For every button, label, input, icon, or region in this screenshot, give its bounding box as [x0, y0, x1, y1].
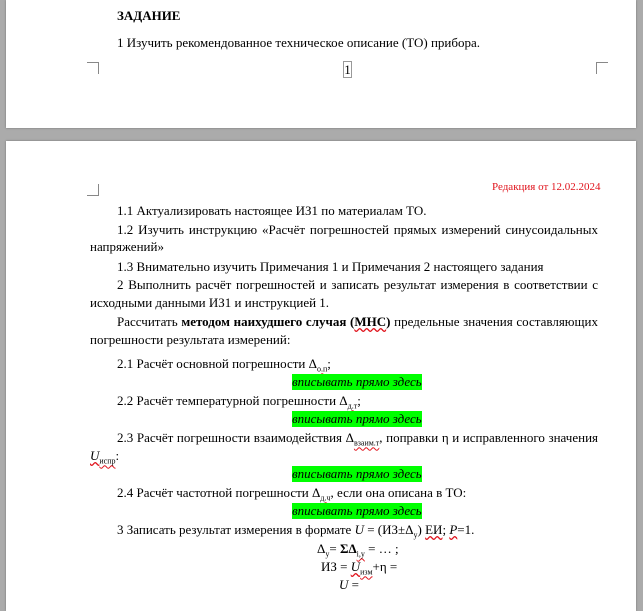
paragraph-1-2-line-1: 1.2 Изучить инструкцию «Расчёт погрешностей прямых измерений синусоидальных [117, 222, 598, 237]
formula-iz: ИЗ = $U_{изм}+\eta$ = [321, 559, 398, 577]
item-2-4: 2.4 Расчёт частотной погрешности $\Delta_{д.ч}$, если она описана в ТО: [117, 485, 467, 503]
paragraph-1: 1 Изучить рекомендованное техническое описание (ТО) прибора. [117, 35, 481, 50]
formula-delta-y: $\Delta_у= \Sigma\Delta_{і,у}$ = … ; [317, 541, 399, 559]
paragraph-2-line-1: 2 Выполнить расчёт погрешностей и записать результат измерения в соответствии с [117, 277, 598, 292]
method-paragraph-line-1: Рассчитать методом наихудшего случая (МНС) предельные значения составляющих [117, 314, 598, 329]
margin-corner-mark [596, 62, 608, 74]
spell-error-mns: МНС [354, 314, 387, 329]
task-heading: ЗАДАНИЕ [117, 8, 181, 23]
paragraph-1-3: 1.3 Внимательно изучить Примечания 1 и Примечания 2 настоящего задания [117, 259, 544, 274]
fill-in-field-2-2[interactable]: вписывать прямо здесь [292, 411, 422, 426]
fill-in-field-2-1[interactable]: вписывать прямо здесь [292, 374, 422, 389]
paragraph-2-line-2: исходными данными ИЗ1 и инструкцией 1. [90, 295, 330, 310]
item-2-3-line-2: $U_{испр}$: [90, 448, 120, 466]
document-page-2 [6, 141, 636, 611]
item-3: 3 Записать результат измерения в формате $U = (ИЗ\pm\Delta_у)$ ЕИ; P=1. [117, 522, 475, 540]
paragraph-1-2-line-2: напряжений» [90, 239, 164, 254]
paragraph-1-1: 1.1 Актуализировать настоящее ИЗ1 по материалам ТО. [117, 203, 427, 218]
margin-corner-mark [87, 184, 99, 196]
document-page-1 [6, 0, 636, 128]
fill-in-field-2-4[interactable]: вписывать прямо здесь [292, 503, 422, 518]
method-paragraph-line-2: погрешности результата измерений: [90, 332, 291, 347]
item-2-3-line-1: 2.3 Расчёт погрешности взаимодействия $\Delta_{взаим.т}$, поправки η и исправленного значения [117, 430, 599, 448]
edition-date: Редакция от 12.02.2024 [492, 181, 601, 193]
margin-corner-mark [87, 62, 99, 74]
page-number-field[interactable]: 1 [344, 62, 351, 77]
formula-u: U = [339, 577, 359, 592]
fill-in-field-2-3[interactable]: вписывать прямо здесь [292, 466, 422, 481]
item-2-1: 2.1 Расчёт основной погрешности $\Delta_{о.п}$; [117, 356, 331, 374]
item-2-2: 2.2 Расчёт температурной погрешности $\Delta_{д.т}$; [117, 393, 361, 411]
